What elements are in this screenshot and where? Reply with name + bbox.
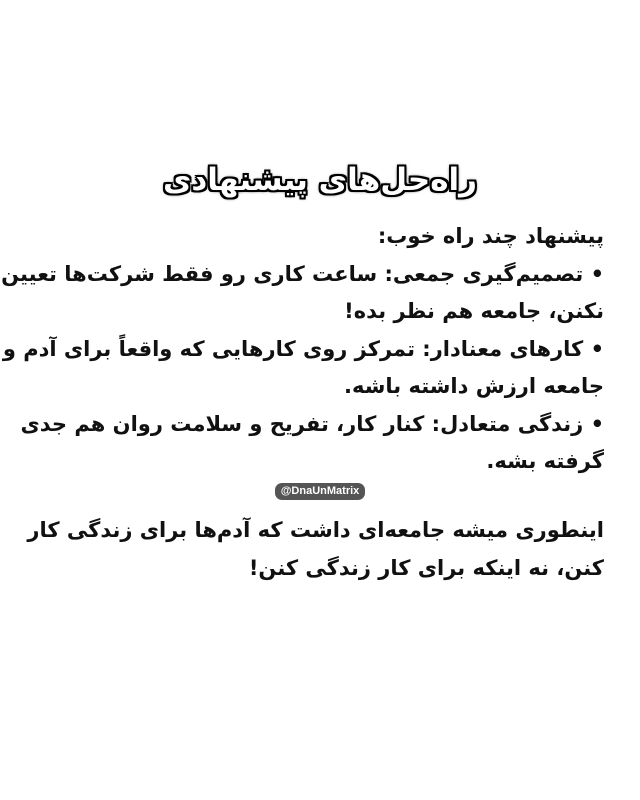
intro-text: پیشنهاد چند راه خوب: xyxy=(377,224,604,248)
page-title: راه‌حل‌های پیشنهادی xyxy=(162,162,478,198)
suggestions-block xyxy=(1,218,604,481)
handle-badge: @DnaUnMatrix xyxy=(275,483,366,500)
item-meaningful-work-line1: • کارهای معنادار: تمرکز روی کارهایی که واقعاً برای آدم و xyxy=(2,336,604,361)
item-collective-decision-line2: نکنن، جامعه هم نظر بده! xyxy=(344,299,604,323)
item-collective-decision-line1: • تصمیم‌گیری جمعی: ساعت کاری رو فقط شرکت‌ها تعیین xyxy=(1,261,604,286)
watermark-handle xyxy=(0,479,640,500)
item-meaningful-work-line2: جامعه ارزش داشته باشه. xyxy=(344,374,604,398)
conclusion-block xyxy=(27,512,604,587)
conclusion-line1: اینطوری میشه جامعه‌ای داشت که آدم‌ها برای زندگی کار xyxy=(27,518,604,542)
item-balanced-life-line2: گرفته بشه. xyxy=(486,449,604,473)
conclusion-line2: کنن، نه اینکه برای کار زندگی کنن! xyxy=(248,555,604,580)
item-balanced-life-line1: • زندگی متعادل: کنار کار، تفریح و سلامت روان هم جدی xyxy=(20,411,604,436)
